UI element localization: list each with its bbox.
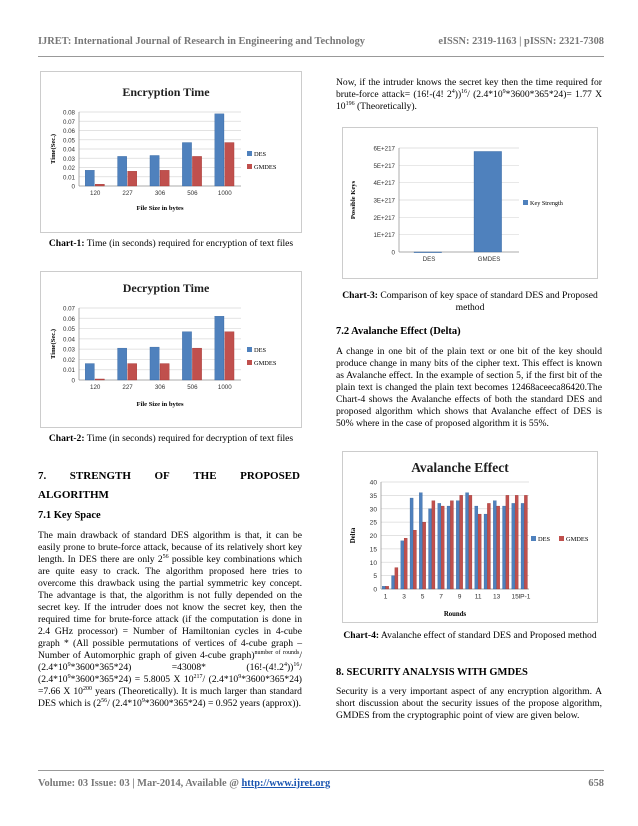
bar-gmdes: [404, 538, 407, 589]
legend-swatch-gmdes: [247, 360, 252, 365]
x-tick-label: 506: [187, 190, 198, 198]
bar-des: [521, 503, 524, 589]
x-tick-label: 15: [511, 593, 519, 601]
y-tick-label: 0: [71, 377, 75, 385]
bar-des: [182, 332, 191, 380]
bar-des: [410, 498, 413, 589]
section-8-title: 8. SECURITY ANALYSIS WITH GMDES: [336, 667, 528, 678]
chart-encryption-svg: [41, 72, 301, 232]
x-tick-label: 506: [187, 384, 198, 392]
bar-key-strength: [474, 151, 502, 252]
caption-chart-1: Chart-1: Time (in seconds) required for encryption of text files: [48, 238, 294, 249]
y-tick-label: 5E+217: [373, 162, 395, 170]
x-tick-label: 13: [492, 593, 501, 601]
legend-label: GMDES: [254, 360, 277, 367]
bar-gmdes: [160, 364, 169, 380]
bar-gmdes: [95, 379, 104, 380]
legend-swatch-gmdes: [247, 164, 252, 169]
bar-des: [392, 576, 395, 589]
known-key-paragraph: Now, if the intruder knows the secret key then the time required for brute-force attack= (16!-(4! $2^4))^{16}/$ $(2.4*10^9*3600*365*24)= 1.77$ X $10^{196}$ (Theoretically).: [336, 77, 602, 112]
y-tick-label: 25: [369, 519, 377, 527]
y-tick-label: 20: [369, 533, 377, 540]
bar-des: [447, 506, 450, 589]
x-tick-label: IP-1: [518, 593, 531, 601]
x-axis-label: File Size in bytes: [136, 205, 184, 212]
y-tick-label: 1E+217: [373, 232, 395, 240]
x-tick-label: 7: [439, 593, 443, 601]
y-tick-label: 5: [373, 573, 377, 581]
caption-chart-4: Chart-4: Avalanche effect of standard DES and Proposed method: [343, 630, 597, 641]
y-tick-label: 0.07: [62, 305, 75, 313]
journal-name: IJRET: International Journal of Research in Engineering and Technology: [38, 36, 365, 47]
bar-gmdes: [487, 503, 490, 589]
bar-gmdes: [450, 501, 453, 589]
issn: eISSN: 2319-1163 | pISSN: 2321-7308: [438, 36, 604, 47]
bar-gmdes: [225, 332, 234, 380]
bar-key-strength: [414, 252, 442, 253]
legend-swatch-des: [247, 347, 252, 352]
y-tick-label: 30: [369, 506, 377, 514]
bar-gmdes: [413, 530, 416, 589]
y-tick-label: 0.05: [62, 326, 75, 334]
bar-des: [466, 493, 469, 589]
section-7-title-line2: ALGORITHM: [38, 489, 109, 501]
y-tick-label: 0.01: [62, 367, 75, 375]
y-axis-label: Possible Keys: [350, 180, 357, 220]
legend-swatch-des: [247, 151, 252, 156]
bar-des: [118, 348, 127, 380]
bar-des: [503, 506, 506, 589]
page-footer: [38, 778, 604, 789]
y-tick-label: 10: [369, 559, 377, 567]
y-axis-label: Time(Sec.): [50, 328, 57, 360]
x-tick-label: 120: [90, 384, 101, 392]
y-tick-label: 0.02: [62, 356, 75, 364]
x-tick-label: 227: [122, 190, 133, 198]
bar-des: [215, 316, 224, 380]
key-space-paragraph: The main drawback of standard DES algorithm is that, it can be easily prone to brute-force attack, because of its relatively short key length. In DES there are only $2^{56}$ possible key combinations which are quite easy to crack. The algorithm proposed here tries to overcome this drawback using the partial symmetric key concept. The advantage is that, the algorithm is not fully depended on the secret key. If the intruder does not know the secret key, then the required time for brute-force attack (if the computation is done in 2.4 GHz processor) = Number of Hamiltonian cycles in 4-cube graph * (All possible permutations of vertices of 4-cube graph – Number of Automorphic graph of given 4-cube graph)$^{number of rounds}$/ $(2.4*10^9*3600*365*24) =43008*$ $(16!-(4!.2^4))^{16}/$ $(2.4*10^9*3600*365*24) = 5.8005$ X $10^{217}/$ $(2.4*10^9*3600*365*24) =7.66$ X $10^{200}$ years (Theoretically). It is much larger than standard DES which is ($2^{56}/$ $(2.4*10^9*3600*365*24) = 0.952$ years (approx)).: [38, 530, 303, 709]
x-tick-label: 306: [154, 190, 166, 198]
y-axis-label: Delta: [350, 527, 357, 544]
y-tick-label: 0.04: [62, 336, 75, 344]
y-tick-label: 0.07: [62, 118, 75, 126]
bar-des: [493, 501, 496, 589]
bar-des: [438, 503, 441, 589]
bar-gmdes: [386, 586, 389, 589]
y-tick-label: 2E+217: [373, 214, 395, 222]
y-tick-label: 0.08: [62, 109, 75, 117]
bar-gmdes: [192, 156, 201, 186]
security-paragraph: Security is a very important aspect of any encryption algorithm. A short discussion about the security issues of the propose algorithm, GMDES from the cryptographic point of view are given below.: [336, 686, 602, 721]
chart-encryption: [40, 71, 302, 233]
y-tick-label: 0.03: [62, 155, 75, 163]
y-tick-label: 40: [369, 479, 377, 487]
legend-label: GMDES: [566, 536, 589, 543]
bar-des: [85, 364, 94, 380]
chart-title: Avalanche Effect: [411, 460, 509, 475]
caption-chart-2: Chart-2: Time (in seconds) required for decryption of text files: [48, 433, 294, 444]
bar-des: [182, 143, 191, 186]
section-7-title: 7. STRENGTH OF THE PROPOSED: [38, 470, 300, 482]
x-tick-label: 11: [474, 593, 482, 601]
bar-gmdes: [469, 495, 472, 589]
x-tick-label: 5: [420, 593, 425, 601]
legend-label: GMDES: [254, 164, 277, 171]
chart-title: Encryption Time: [122, 85, 210, 99]
bar-des: [475, 506, 478, 589]
x-tick-label: 306: [154, 384, 166, 392]
bar-gmdes: [524, 495, 527, 589]
bar-gmdes: [478, 514, 481, 589]
chart-avalanche: [342, 451, 598, 623]
bar-gmdes: [460, 495, 463, 589]
chart-avalanche-svg: [343, 452, 597, 622]
x-tick-label: 1000: [217, 384, 232, 392]
page-number: 658: [588, 778, 604, 789]
y-tick-label: 0.06: [62, 315, 75, 323]
bar-des: [512, 503, 515, 589]
section-7-2-title: 7.2 Avalanche Effect (Delta): [336, 326, 461, 337]
chart-key-space-svg: [343, 128, 597, 278]
bar-des: [150, 155, 159, 186]
y-tick-label: 4E+217: [373, 180, 395, 188]
chart-key-space: [342, 127, 598, 279]
bar-gmdes: [128, 364, 137, 380]
y-tick-label: 3E+217: [373, 197, 395, 205]
y-axis-label: Time(Sec.): [50, 133, 57, 165]
bar-gmdes: [441, 506, 444, 589]
page-header: [38, 36, 604, 47]
x-tick-label: DES: [422, 256, 436, 264]
bar-gmdes: [160, 170, 169, 186]
bar-des: [382, 586, 385, 589]
y-tick-label: 0.02: [62, 165, 75, 172]
y-tick-label: 0.03: [62, 346, 75, 354]
journal-link[interactable]: http://www.ijret.org: [241, 778, 331, 789]
bar-des: [215, 114, 224, 186]
legend-swatch-gmdes: [559, 536, 564, 541]
x-tick-label: GMDES: [477, 256, 501, 264]
legend-label: DES: [538, 536, 551, 543]
x-tick-label: 3: [402, 593, 406, 601]
x-tick-label: 1000: [217, 190, 232, 198]
y-tick-label: 0: [71, 183, 75, 191]
y-tick-label: 0: [373, 586, 377, 594]
bar-gmdes: [395, 568, 398, 589]
y-tick-label: 0.05: [62, 137, 75, 145]
chart-decryption-svg: [41, 272, 301, 427]
y-tick-label: 15: [369, 546, 377, 554]
bar-des: [85, 170, 94, 186]
legend-swatch-key-strength: [523, 200, 528, 205]
legend-label: DES: [254, 347, 267, 354]
footer-rule: [38, 770, 604, 771]
chart-title: Decryption Time: [122, 281, 210, 295]
bar-des: [118, 156, 127, 186]
legend-swatch-des: [531, 536, 536, 541]
legend-label: Key Strength: [530, 200, 563, 207]
bar-gmdes: [497, 506, 500, 589]
y-tick-label: 0: [391, 249, 395, 257]
bar-des: [150, 347, 159, 380]
y-tick-label: 0.06: [62, 128, 75, 135]
bar-gmdes: [225, 143, 234, 186]
x-axis-label: File Size in bytes: [136, 401, 184, 408]
x-tick-label: 120: [90, 190, 101, 198]
bar-des: [484, 514, 487, 589]
x-tick-label: 9: [457, 593, 462, 601]
y-tick-label: 35: [369, 492, 377, 500]
bar-gmdes: [128, 171, 137, 186]
chart-decryption: [40, 271, 302, 428]
bar-des: [419, 493, 422, 589]
bar-des: [429, 509, 432, 589]
bar-des: [456, 501, 459, 589]
header-rule: [38, 56, 604, 57]
y-tick-label: 0.04: [62, 146, 75, 154]
bar-des: [401, 541, 404, 589]
caption-chart-3: Chart-3: Comparison of key space of standard DES and Proposed method: [342, 290, 598, 313]
x-tick-label: 1: [383, 593, 388, 601]
bar-gmdes: [515, 495, 518, 589]
y-tick-label: 6E+217: [373, 145, 395, 153]
volume-info: Volume: 03 Issue: 03 | Mar-2014, Available @ http://www.ijret.org: [38, 778, 331, 789]
bar-gmdes: [423, 522, 426, 589]
y-tick-label: 0.01: [62, 174, 75, 182]
bar-gmdes: [192, 348, 201, 380]
bar-gmdes: [95, 184, 104, 186]
x-axis-label: Rounds: [443, 611, 467, 618]
bar-gmdes: [506, 495, 509, 589]
avalanche-paragraph: A change in one bit of the plain text or one bit of the key should produce change in many bits of the cipher text. This effect is known as Avalanche effect. In the example of section 5, if the first bit of the plain text is changed the plain text becomes 12468aceeca86420.The Chart-4 shows the Avalanche effects of both the standard DES and proposed algorithm which shows that Avalanche effect of DES is 50% where in the case of proposed algorithm it is 55%.: [336, 346, 602, 429]
bar-gmdes: [432, 501, 435, 589]
x-tick-label: 227: [122, 384, 133, 392]
legend-label: DES: [254, 151, 267, 158]
section-7-1-title: 7.1 Key Space: [38, 510, 101, 521]
